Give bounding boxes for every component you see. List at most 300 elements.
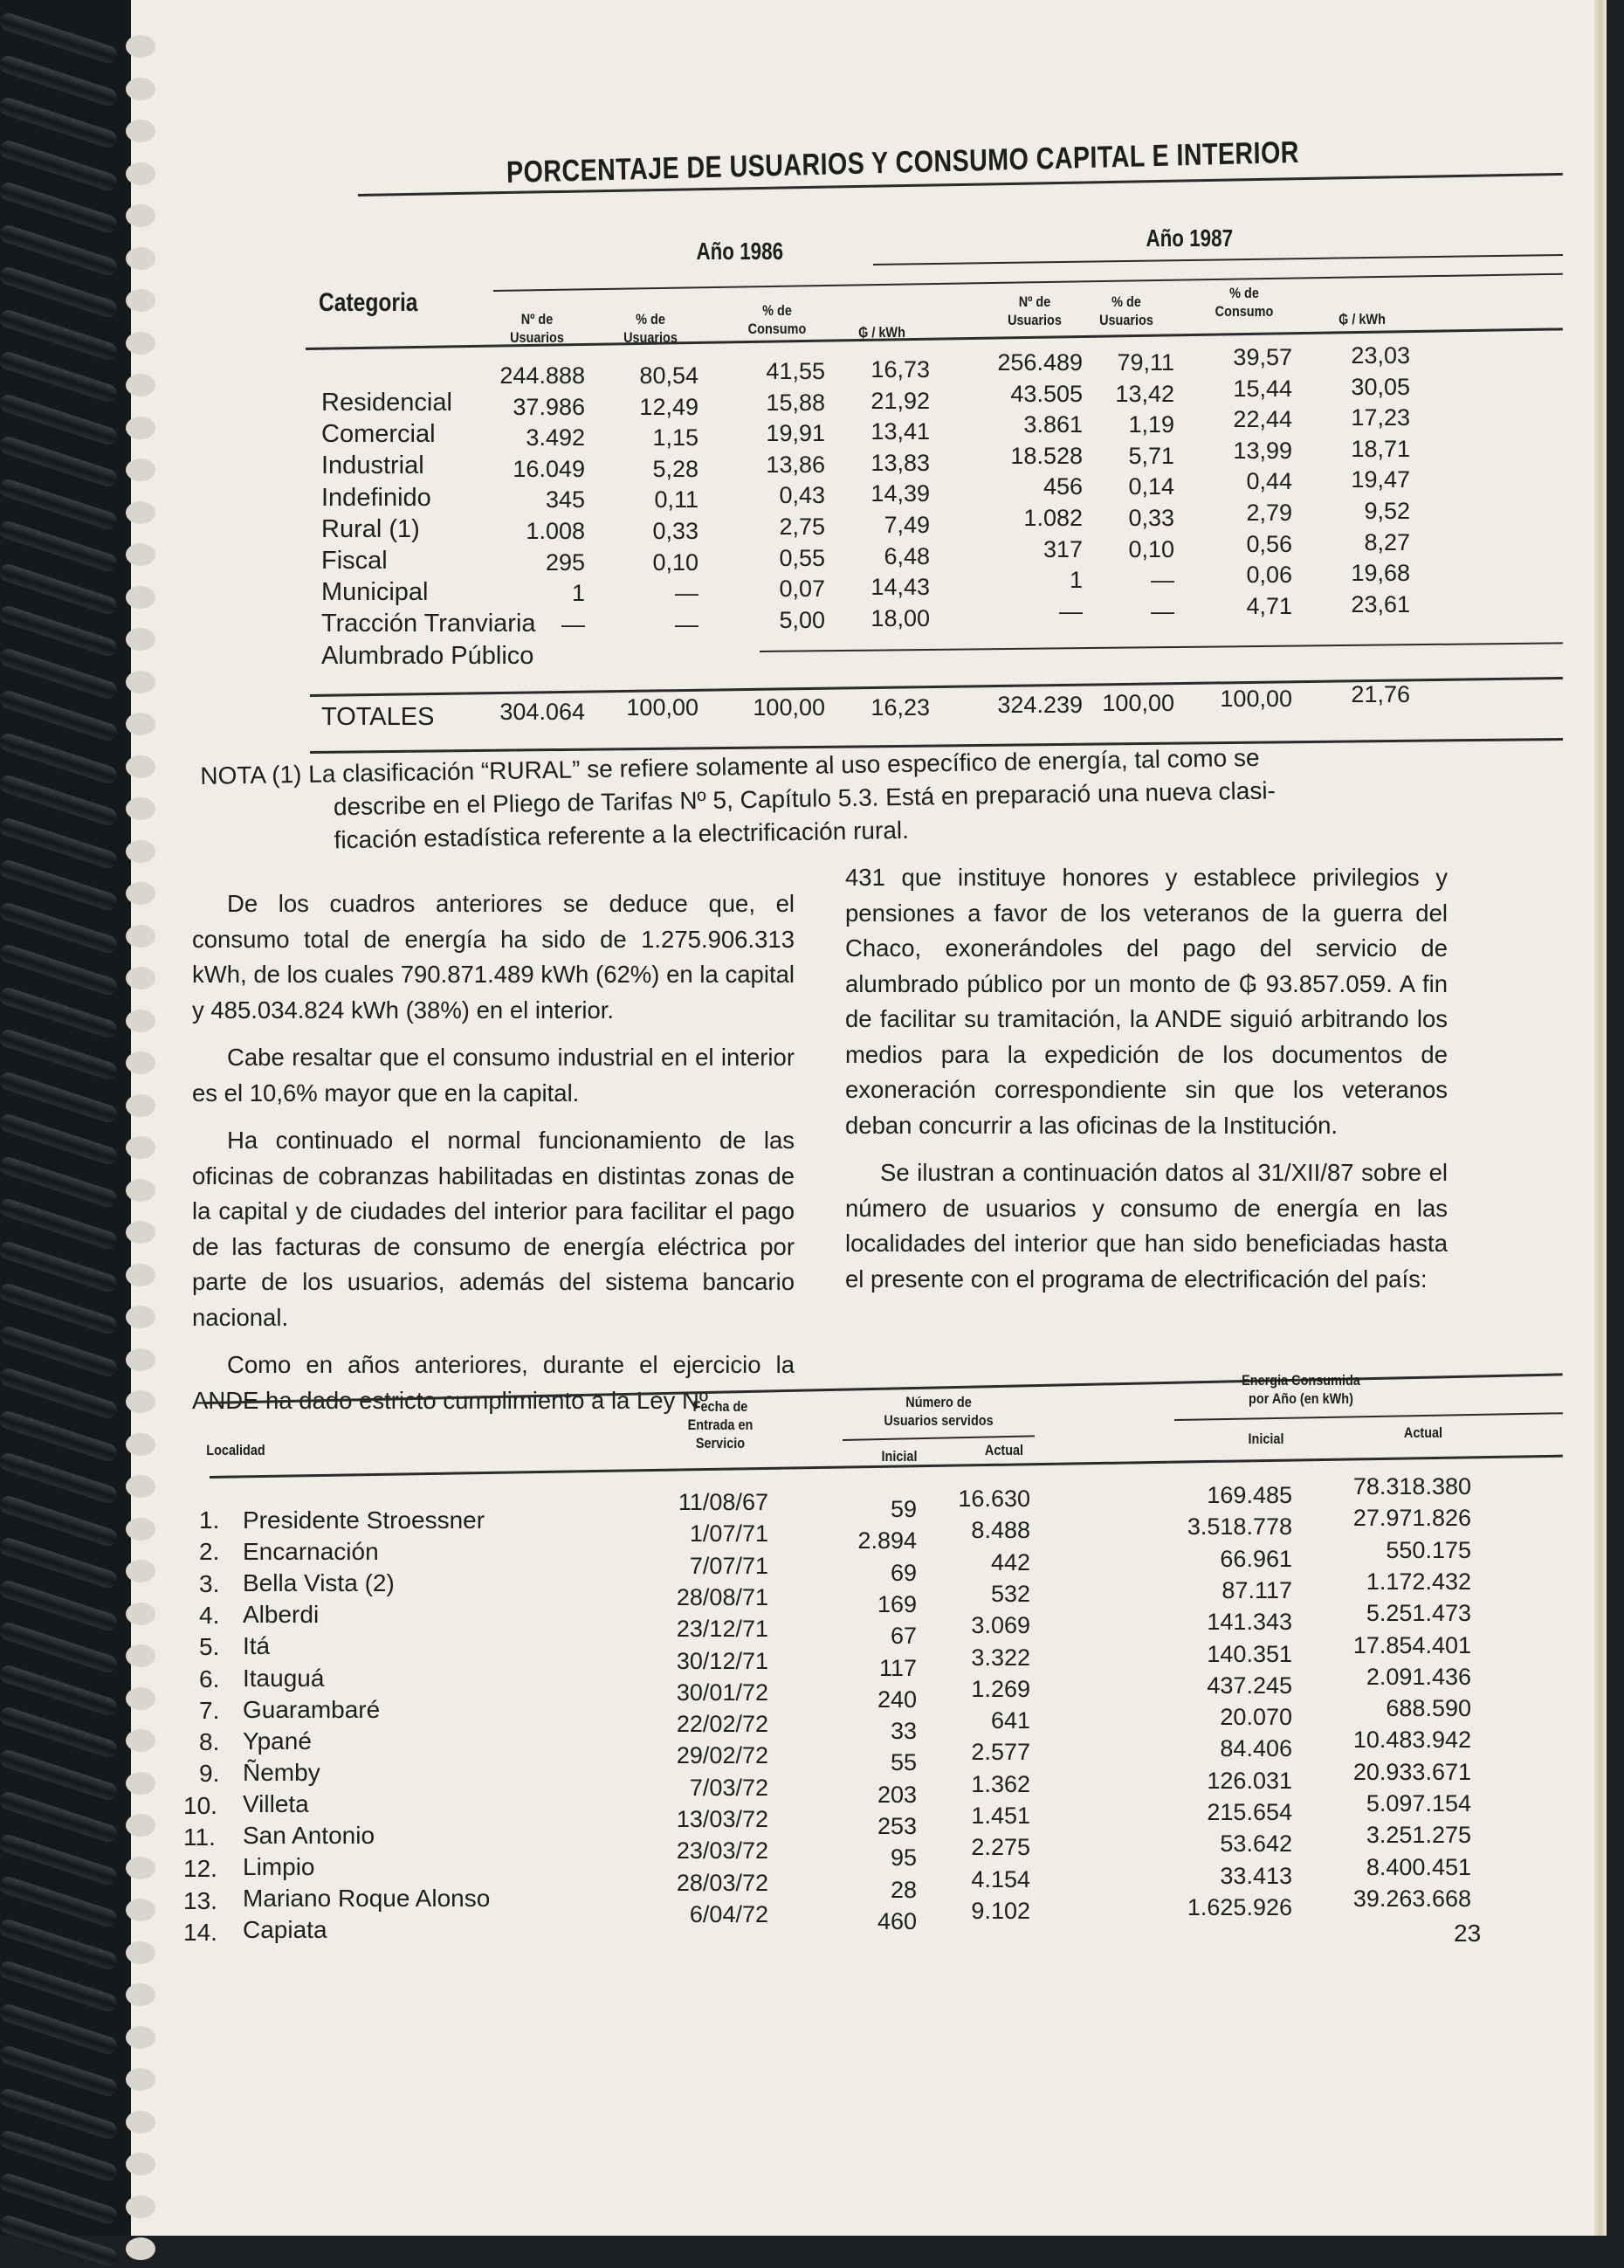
table1-category: Residencial (321, 389, 452, 417)
punch-hole (126, 289, 155, 312)
table1-cell: 0,14 (1128, 473, 1174, 500)
table2-localidad: Ypané (243, 1727, 312, 1754)
usuarios-inicial-header: Inicial (881, 1448, 918, 1465)
table2-energia-actual: 10.483.942 (1352, 1727, 1471, 1754)
fecha-header (679, 1397, 761, 1452)
table1-cell: 7,49 (884, 512, 930, 538)
column-header-line: Usuarios (510, 329, 564, 346)
table2-energia-inicial: 84.406 (1220, 1735, 1292, 1762)
paragraph: Ha continuado el normal funcionamiento de las oficinas de cobranzas habilitadas en distintas zonas de la capital y de ciudades del interior para facilitar el pago de las facturas de consumo de energía eléctrica por parte de los usuarios, además del sistema bancario nacional. (192, 1127, 795, 1331)
page-number: 23 (1454, 1920, 1482, 1947)
column-header-line: % de (1111, 293, 1141, 310)
punch-hole (126, 1348, 155, 1371)
punch-hole (126, 1772, 155, 1795)
table2-fecha: 22/02/72 (676, 1711, 768, 1738)
table2-energia-actual: 550.175 (1386, 1536, 1471, 1563)
table1-cell: 15,88 (766, 389, 825, 416)
table2-energia-inicial: 66.961 (1220, 1545, 1292, 1572)
table1-category: Tracción Tranviaria (321, 610, 536, 638)
table2-row-number: 14. (183, 1918, 217, 1946)
table2-energia-actual: 78.318.380 (1352, 1473, 1471, 1499)
spiral-coil (0, 10, 119, 65)
table2-usuarios-inicial: 59 (890, 1496, 917, 1522)
table2-fecha: 23/12/71 (676, 1616, 768, 1643)
punch-hole (126, 586, 155, 609)
table1-cell: 2,75 (779, 514, 825, 540)
table1-column-header: ₲ / kWh (858, 324, 905, 341)
table2-usuarios-inicial: 69 (890, 1559, 917, 1586)
table1-cell: 37.986 (513, 393, 585, 420)
punch-hole (126, 417, 155, 439)
table1-cell: 13,83 (870, 449, 930, 476)
paragraph: Como en años anteriores, durante el ejercicio la ANDE ha dado estricto cumplimiento a la Ley Nº (192, 1351, 795, 1414)
table1-cell: 18,00 (870, 604, 930, 631)
table1-totals-label: TOTALES (321, 703, 435, 731)
table1-cell: 0,10 (652, 548, 698, 576)
punch-hole (126, 671, 155, 693)
table2-usuarios-inicial: 240 (877, 1685, 917, 1713)
punch-hole (126, 2068, 155, 2091)
table1-cell: — (675, 610, 698, 638)
punch-hole (126, 332, 155, 355)
table2-fecha: 1/07/71 (689, 1520, 768, 1548)
paragraph: De los cuadros anteriores se deduce que, el consumo total de energía ha sido de 1.275.906.313 kWh, de los cuales 790.871.489 kWh (62%) en la capital y 485.034.824 kWh (38%) en el interior. (192, 890, 795, 1024)
page-edge (1594, 0, 1607, 2236)
punch-hole (126, 1899, 155, 1921)
table1-category: Fiscal (321, 547, 388, 575)
table2-row-number: 10. (183, 1791, 217, 1819)
punch-hole (126, 1179, 155, 1202)
page-title: PORCENTAJE DE USUARIOS Y CONSUMO CAPITAL E INTERIOR (506, 134, 1300, 190)
table2-usuarios-inicial: 55 (890, 1749, 917, 1776)
table2-fecha: 28/03/72 (676, 1869, 768, 1896)
table2-row-number: 5. (199, 1633, 220, 1661)
punch-hole (126, 755, 155, 778)
usuarios-subrule (843, 1435, 1035, 1441)
table1-cell: 13,86 (766, 451, 825, 478)
table1-cell: 30,05 (1351, 373, 1410, 400)
table1-cell: 345 (545, 486, 585, 514)
table1-column-header: ₲ / kWh (1338, 311, 1386, 327)
punch-hole (126, 1390, 155, 1413)
table2-fecha: 13/03/72 (676, 1806, 768, 1832)
table1-cell: 1 (571, 580, 585, 607)
table1-cell: 1.082 (1023, 505, 1083, 531)
table2-usuarios-actual: 2.577 (971, 1739, 1030, 1766)
table2-energia-actual: 688.590 (1386, 1695, 1471, 1722)
table1-category: Comercial (321, 420, 436, 449)
punch-hole (126, 162, 155, 185)
table1-cell: 4,71 (1246, 592, 1292, 619)
table1-total-cell: 100,00 (1102, 690, 1174, 716)
table1-total-cell: 100,00 (1220, 686, 1292, 712)
table1-cell: 23,03 (1351, 342, 1410, 369)
usuarios-actual-header: Actual (984, 1442, 1024, 1458)
table1-cell: 6,48 (884, 542, 930, 569)
table2-energia-inicial: 141.343 (1207, 1609, 1292, 1636)
table2-usuarios-inicial: 95 (890, 1844, 917, 1872)
usuarios-header (868, 1393, 1009, 1430)
table1-cell: 3.492 (526, 424, 585, 452)
table1-total-cell: 100,00 (626, 694, 698, 720)
table2-usuarios-inicial: 28 (890, 1876, 917, 1903)
fecha-header-line: Fecha de (692, 1398, 748, 1415)
table2-usuarios-inicial: 203 (877, 1781, 917, 1808)
table2-usuarios-inicial: 253 (877, 1813, 917, 1839)
table2-usuarios-actual: 1.362 (971, 1770, 1030, 1797)
table2-energia-inicial: 20.070 (1220, 1704, 1292, 1731)
year-1987-rule (873, 254, 1563, 265)
table2-usuarios-actual: 1.451 (971, 1803, 1030, 1829)
table2-energia-actual: 8.400.451 (1366, 1853, 1471, 1880)
column-header-line: Consumo (747, 321, 807, 337)
year-1986-rule (493, 273, 1563, 292)
table2-energia-actual: 5.251.473 (1366, 1600, 1471, 1627)
table2-energia-inicial: 3.518.778 (1187, 1513, 1292, 1541)
table1-cell: 0,07 (779, 576, 825, 603)
table2-energia-actual: 17.854.401 (1352, 1631, 1471, 1658)
table2-usuarios-inicial: 460 (877, 1907, 917, 1934)
table1-category: Municipal (321, 578, 429, 607)
table1-cell: 41,55 (766, 358, 825, 384)
punch-hole (126, 1051, 155, 1074)
punch-hole (126, 1729, 155, 1752)
table1-total-cell: 21,76 (1351, 681, 1410, 707)
table2-row-number: 6. (199, 1665, 220, 1692)
table1-cell: 0,44 (1246, 468, 1292, 495)
left-text-column (192, 886, 795, 1430)
punch-hole (126, 2196, 155, 2218)
table1-cell: 22,44 (1233, 406, 1292, 433)
column-header-line: Usuarios (1099, 312, 1153, 328)
table2-localidad: Alberdi (243, 1601, 320, 1629)
punch-hole (126, 1094, 155, 1117)
table2-row-number: 9. (199, 1760, 220, 1788)
punch-hole (126, 1136, 155, 1159)
right-text-column (845, 860, 1448, 1309)
column-header-line: Nº de (1018, 293, 1051, 310)
table2-energia-inicial: 33.413 (1220, 1862, 1292, 1889)
table2-energia-inicial: 126.031 (1207, 1767, 1292, 1794)
table2-usuarios-actual: 8.488 (971, 1517, 1030, 1544)
table1-cell: — (1151, 597, 1174, 624)
table1-cell: 12,49 (639, 393, 698, 420)
table2-localidad: Itauguá (243, 1664, 325, 1692)
table2-usuarios-actual: 2.275 (971, 1834, 1030, 1861)
localidad-header: Localidad (206, 1442, 265, 1458)
punch-hole (126, 1433, 155, 1456)
table2-row-number: 3. (199, 1569, 220, 1597)
punch-hole (126, 1560, 155, 1582)
table1-cell: — (1151, 567, 1174, 594)
table1-column-header (994, 293, 1076, 329)
table2-localidad: San Antonio (243, 1822, 375, 1849)
table1-cell: 18,71 (1351, 435, 1410, 462)
year-1986-header: Año 1986 (696, 238, 784, 265)
paragraph: Cabe resaltar que el consumo industrial en el interior es el 10,6% mayor que en la capital. (192, 1044, 795, 1106)
table2-localidad: Itá (243, 1632, 271, 1660)
table2-localidad: Villeta (243, 1789, 309, 1817)
punch-hole (126, 458, 155, 481)
footnote-label: NOTA (1) (200, 760, 302, 790)
table2-usuarios-actual: 442 (990, 1548, 1030, 1575)
table1-column-header (736, 301, 818, 338)
punch-hole (126, 713, 155, 735)
table1-column-header (496, 310, 578, 347)
table1-cell: 1 (1069, 567, 1083, 594)
table2-usuarios-actual: 532 (990, 1580, 1030, 1607)
table2-energia-inicial: 215.654 (1207, 1799, 1292, 1825)
table2-energia-inicial: 169.485 (1207, 1482, 1292, 1508)
table1-cell: 1.008 (526, 518, 585, 544)
energia-inicial-header: Inicial (1248, 1430, 1284, 1447)
table2-fecha: 11/08/67 (678, 1489, 768, 1515)
table2-usuarios-actual: 1.269 (971, 1675, 1030, 1702)
punch-hole (126, 2111, 155, 2134)
table1-category: Rural (1) (321, 514, 420, 543)
table2-localidad: Mariano Roque Alonso (243, 1885, 491, 1913)
usuarios-header-line: Número de (905, 1394, 972, 1410)
punch-hole (126, 1264, 155, 1286)
table2-energia-actual: 3.251.275 (1366, 1822, 1471, 1849)
table1-cell: 8,27 (1364, 528, 1410, 555)
table2-usuarios-actual: 9.102 (971, 1897, 1030, 1924)
table2-fecha: 7/03/72 (689, 1774, 768, 1801)
table1-cell: 43.505 (1010, 380, 1083, 407)
table2-usuarios-inicial: 67 (890, 1623, 917, 1650)
column-header-line: % de (1229, 285, 1259, 301)
table1-cell: 3.861 (1023, 411, 1083, 438)
table1-cell: 39,57 (1233, 344, 1292, 370)
column-header-line: % de (762, 302, 792, 319)
table2-energia-actual: 2.091.436 (1366, 1663, 1471, 1690)
category-header: Categoria (319, 288, 418, 317)
table1-category: Industrial (321, 452, 424, 480)
fecha-header-line: Entrada en (687, 1417, 754, 1433)
punch-hole (126, 543, 155, 566)
table1-cell: 13,42 (1115, 380, 1174, 407)
table1-cell: 21,92 (870, 387, 930, 414)
table2-usuarios-actual: 3.069 (971, 1612, 1030, 1639)
table2-row-number: 8. (199, 1728, 220, 1756)
table1-total-cell: 324.239 (997, 692, 1083, 718)
column-header-line: Nº de (520, 311, 554, 327)
document-page (131, 0, 1607, 2236)
table2-energia-actual: 1.172.432 (1366, 1568, 1471, 1595)
table2-localidad: Ñemby (243, 1758, 320, 1786)
punch-hole (126, 1857, 155, 1879)
table1-cell: 0,43 (779, 482, 825, 509)
usuarios-header-line: Usuarios servidos (884, 1412, 994, 1429)
punch-hole (126, 1221, 155, 1244)
table2-usuarios-inicial: 169 (877, 1590, 917, 1617)
energia-header (1227, 1371, 1375, 1408)
fecha-header-line: Servicio (695, 1435, 746, 1451)
punch-hole (126, 797, 155, 820)
table1-cell: 13,99 (1233, 437, 1292, 464)
table2-row-number: 11. (183, 1823, 216, 1851)
table2-fecha: 23/03/72 (676, 1837, 768, 1865)
table2-row-number: 13. (183, 1886, 217, 1914)
table2-usuarios-actual: 16.630 (958, 1486, 1030, 1512)
energia-header-line: por Año (en kWh) (1249, 1390, 1353, 1407)
table2-localidad: Limpio (243, 1853, 315, 1881)
footnote-line-3: ficación estadística referente a la electrificación rural. (334, 816, 910, 854)
table2-row-number: 4. (199, 1601, 220, 1629)
column-header-line: Usuarios (623, 329, 678, 346)
table2-localidad: Encarnación (243, 1538, 379, 1566)
table1-body-rule (760, 642, 1563, 652)
footnote-line-2: describe en el Pliego de Tarifas Nº 5, Capítulo 5.3. Está en preparació una nueva clasi- (333, 776, 1276, 821)
table2-energia-inicial: 53.642 (1220, 1830, 1292, 1858)
table1-cell: 13,41 (870, 418, 930, 445)
table2-row-number: 12. (183, 1855, 217, 1883)
table2-energia-inicial: 1.625.926 (1187, 1893, 1292, 1920)
punch-hole (126, 2153, 155, 2175)
table1-cell: 0,55 (779, 544, 825, 571)
table1-cell: 19,47 (1351, 466, 1410, 493)
punch-hole (126, 1983, 155, 2006)
column-header-line: Consumo (1215, 303, 1274, 320)
table2-localidad: Guarambaré (243, 1695, 381, 1723)
table2-usuarios-actual: 3.322 (971, 1644, 1030, 1671)
table1-category: Alumbrado Público (321, 641, 534, 670)
table1-cell: 0,33 (1128, 505, 1174, 531)
punch-hole (126, 204, 155, 227)
paragraph: 431 que instituye honores y establece privilegios y pensiones a favor de los veteranos de la guerra del Chaco, exonerándoles del pago del servicio de alumbrado público por un monto de ₲ 93.857.059. A fin de facilitar su tramitación, la ANDE siguió arbitrando los medios para la expedición de los documentos de exoneración correspondiente sin que los veteranos deban concurrir a las oficinas de la Institución. (845, 864, 1448, 1139)
table2-row-number: 7. (199, 1696, 220, 1724)
table1-cell: 18.528 (1010, 442, 1083, 469)
table1-cell: 244.888 (499, 362, 585, 389)
punch-hole (126, 2237, 155, 2260)
table1-column-header (1085, 293, 1167, 329)
table2-row-number: 1. (199, 1506, 220, 1534)
table1-cell: 295 (545, 548, 585, 576)
table2-localidad: Presidente Stroessner (243, 1506, 485, 1534)
table1-cell: 80,54 (639, 362, 698, 389)
table2-usuarios-inicial: 117 (878, 1654, 917, 1681)
punch-hole (126, 120, 155, 142)
table2-usuarios-inicial: 33 (890, 1718, 917, 1745)
table1-cell: 0,33 (652, 518, 698, 544)
table1-cell: 0,06 (1246, 562, 1292, 589)
table1-cell: 0,56 (1246, 530, 1292, 557)
table1-cell: 5,00 (779, 606, 825, 633)
spiral-binding (0, 0, 140, 2236)
table1-cell: 1,19 (1128, 411, 1174, 438)
punch-hole (126, 1010, 155, 1032)
table1-cell: 19,91 (766, 420, 825, 447)
table2-fecha: 29/02/72 (676, 1742, 768, 1769)
table2-localidad: Bella Vista (2) (243, 1569, 395, 1597)
punch-hole (126, 1306, 155, 1328)
table1-cell: 14,39 (870, 480, 930, 507)
paragraph: Se ilustran a continuación datos al 31/XII/87 sobre el número de usuarios y consumo de energía en las localidades del interior que han sido beneficiadas hasta el presente con el programa de electrificación del país: (845, 1159, 1448, 1293)
table1-category: Indefinido (321, 483, 431, 512)
footnote (200, 736, 1564, 859)
table2-energia-actual: 5.097.154 (1366, 1790, 1471, 1816)
table1-cell: — (1059, 597, 1083, 624)
punch-hole (126, 501, 155, 524)
table1-cell: 5,28 (652, 455, 698, 482)
table1-cell: — (561, 610, 585, 638)
table2-energia-actual: 20.933.671 (1352, 1758, 1471, 1785)
table1-cell: 23,61 (1351, 590, 1410, 617)
table1-total-cell: 16,23 (870, 694, 930, 720)
table2-energia-inicial: 437.245 (1207, 1672, 1292, 1699)
table1-cell: 256.489 (997, 349, 1083, 376)
table1-cell: 16.049 (513, 455, 585, 482)
punch-hole (126, 1518, 155, 1541)
table1-cell: 9,52 (1364, 498, 1410, 524)
punch-hole (126, 1475, 155, 1498)
punch-hole (126, 882, 155, 905)
punch-hole (126, 1687, 155, 1710)
table1-column-header (1203, 284, 1285, 321)
punch-hole (126, 78, 155, 100)
energia-subrule (1174, 1412, 1563, 1421)
footnote-line-1: La clasificación “RURAL” se refiere solamente al uso específico de energía, tal como se (307, 743, 1260, 788)
table1-cell: 16,73 (870, 356, 930, 383)
table1-cell: — (675, 580, 698, 607)
table2-energia-actual: 39.263.668 (1352, 1885, 1471, 1912)
punch-hole (126, 1814, 155, 1837)
punch-hole (126, 840, 155, 863)
table2-localidad: Capiata (243, 1916, 327, 1944)
table2-usuarios-inicial: 2.894 (857, 1527, 917, 1555)
table2-fecha: 30/01/72 (676, 1679, 768, 1706)
table2-usuarios-actual: 641 (990, 1707, 1030, 1734)
table2-usuarios-actual: 4.154 (971, 1865, 1030, 1892)
table2-row-number: 2. (199, 1538, 220, 1566)
year-1987-header: Año 1987 (1146, 224, 1234, 252)
table1-cell: 14,43 (870, 574, 930, 601)
column-header-line: Usuarios (1008, 312, 1062, 328)
punch-hole (126, 1941, 155, 1964)
table1-cell: 1,15 (652, 424, 698, 452)
energia-header-line: Energia Consumida (1242, 1372, 1360, 1389)
table2-energia-inicial: 87.117 (1221, 1576, 1292, 1603)
table1-cell: 456 (1043, 473, 1083, 500)
table1-total-cell: 304.064 (499, 699, 585, 725)
punch-hole (126, 925, 155, 948)
table1-cell: 15,44 (1233, 375, 1292, 402)
punch-hole (126, 967, 155, 989)
table1-cell: 5,71 (1128, 442, 1174, 469)
table1-cell: 17,23 (1351, 404, 1410, 431)
table2-fecha: 6/04/72 (689, 1900, 768, 1927)
punch-hole (126, 628, 155, 651)
table1-cell: 317 (1043, 535, 1083, 562)
table2-fecha: 28/08/71 (676, 1583, 768, 1610)
punch-hole (126, 1603, 155, 1625)
punch-hole (126, 1644, 155, 1667)
table2-fecha: 7/07/71 (689, 1552, 768, 1579)
punch-hole (126, 247, 155, 270)
punch-hole (126, 2026, 155, 2049)
energia-actual-header: Actual (1403, 1424, 1443, 1441)
table2-fecha: 30/12/71 (676, 1647, 768, 1674)
table2-energia-inicial: 140.351 (1207, 1640, 1292, 1667)
table1-cell: 0,11 (654, 486, 698, 514)
punch-hole (126, 374, 155, 396)
column-header-line: % de (636, 311, 665, 327)
punch-hole (126, 35, 155, 58)
table1-cell: 0,10 (1128, 535, 1174, 562)
table1-cell: 2,79 (1246, 500, 1292, 526)
table2-energia-actual: 27.971.826 (1352, 1505, 1471, 1532)
table1-total-cell: 100,00 (753, 694, 825, 720)
